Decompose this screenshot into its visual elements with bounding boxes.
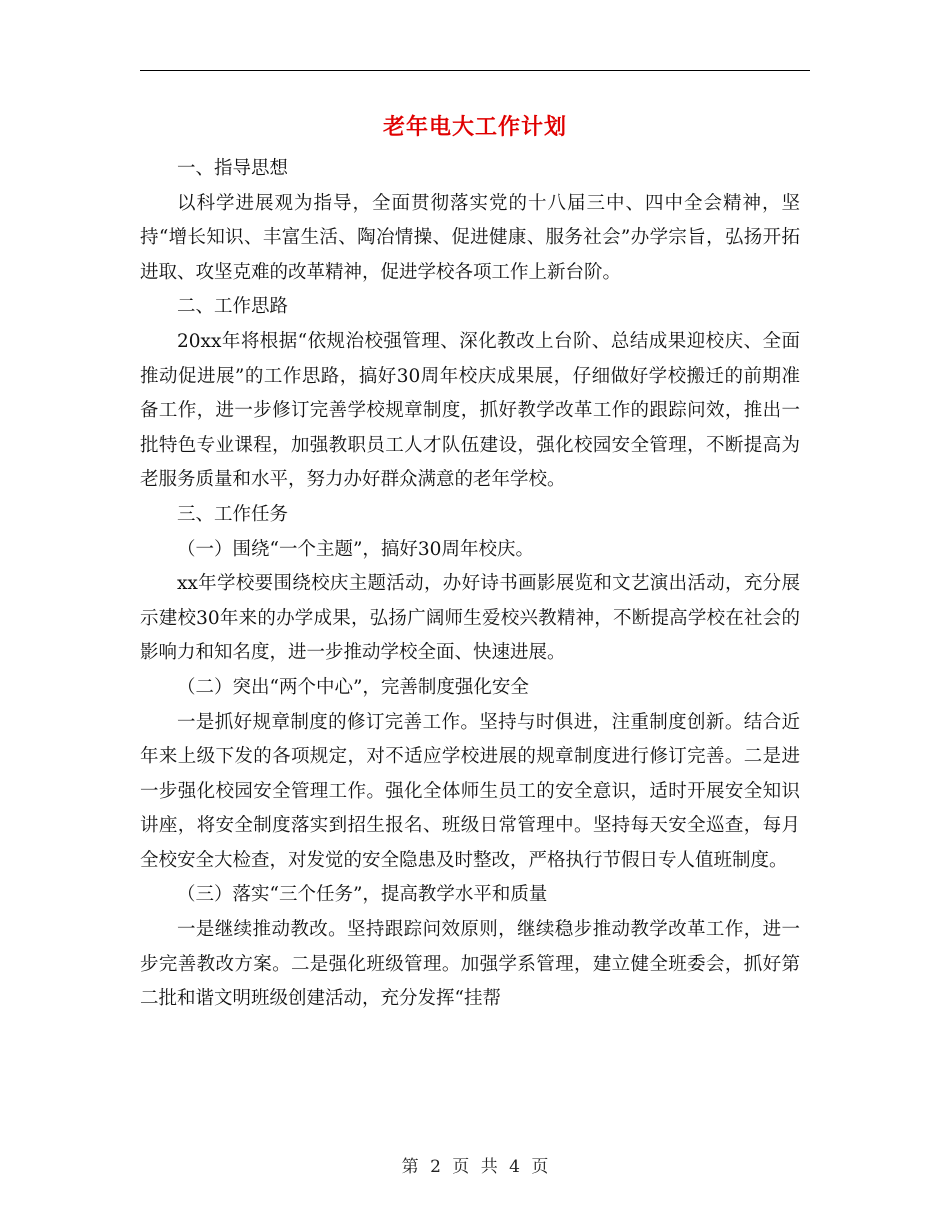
subheading-task-one: （一）围绕“一个主题”，搞好30周年校庆。: [177, 538, 534, 560]
header-rule: [140, 70, 810, 71]
document-title: 老年电大工作计划: [382, 114, 567, 140]
paragraph-task-three: 一是继续推动教改。坚持跟踪问效原则，继续稳步推动教学改革工作，进一步完善教改方案。二是强化班级管理。加强学系管理，建立健全班委会，抓好第二批和谐文明班级创建活动，充分发挥“挂帮: [140, 919, 800, 1010]
paragraph-task-two: 一是抓好规章制度的修订完善工作。坚持与时俱进，注重制度创新。结合近年来上级下发的各项规定，对不适应学校进展的规章制度进行修订完善。二是进一步强化校园安全管理工作。强化全体师生员工的安全意识，适时开展安全知识讲座，将安全制度落实到招生报名、班级日常管理中。坚持每天安全巡查，每月全校安全大检查，对发觉的安全隐患及时整改，严格执行节假日专人值班制度。: [140, 711, 800, 871]
paragraph-work-approach: 20xx年将根据“依规治校强管理、深化教改上台阶、总结成果迎校庆、全面推动促进展”的工作思路，搞好30周年校庆成果展，仔细做好学校搬迁的前期准备工作，进一步修订完善学校规章制度，抓好教学改革工作的跟踪问效，推出一批特色专业课程，加强教职员工人才队伍建设，强化校园安全管理，不断提高为老服务质量和水平，努力办好群众满意的老年学校。: [140, 330, 800, 491]
document-body: [140, 152, 800, 1017]
paragraph-guiding-ideology: 以科学进展观为指导，全面贯彻落实党的十八届三中、四中全会精神，坚持“增长知识、丰富生活、陶冶情操、促进健康、服务社会”办学宗旨，弘扬开拓进取、攻坚克难的改革精神，促进学校各项工作上新台阶。: [140, 192, 800, 283]
heading-work-tasks: 三、工作任务: [177, 503, 289, 525]
subheading-task-three: （三）落实“三个任务”，提高教学水平和质量: [177, 884, 548, 906]
page-number: 第 2 页 共 4 页: [401, 1157, 549, 1177]
subheading-task-two: （二）突出“两个中心”，完善制度强化安全: [177, 676, 529, 698]
heading-work-approach: 二、工作思路: [177, 296, 289, 318]
heading-guiding-ideology: 一、指导思想: [177, 158, 289, 179]
paragraph-task-one: xx年学校要围绕校庆主题活动，办好诗书画影展览和文艺演出活动，充分展示建校30年来的办学成果，弘扬广阔师生爱校兴教精神，不断提高学校在社会的影响力和知名度，进一步推动学校全面、快速进展。: [140, 573, 800, 664]
